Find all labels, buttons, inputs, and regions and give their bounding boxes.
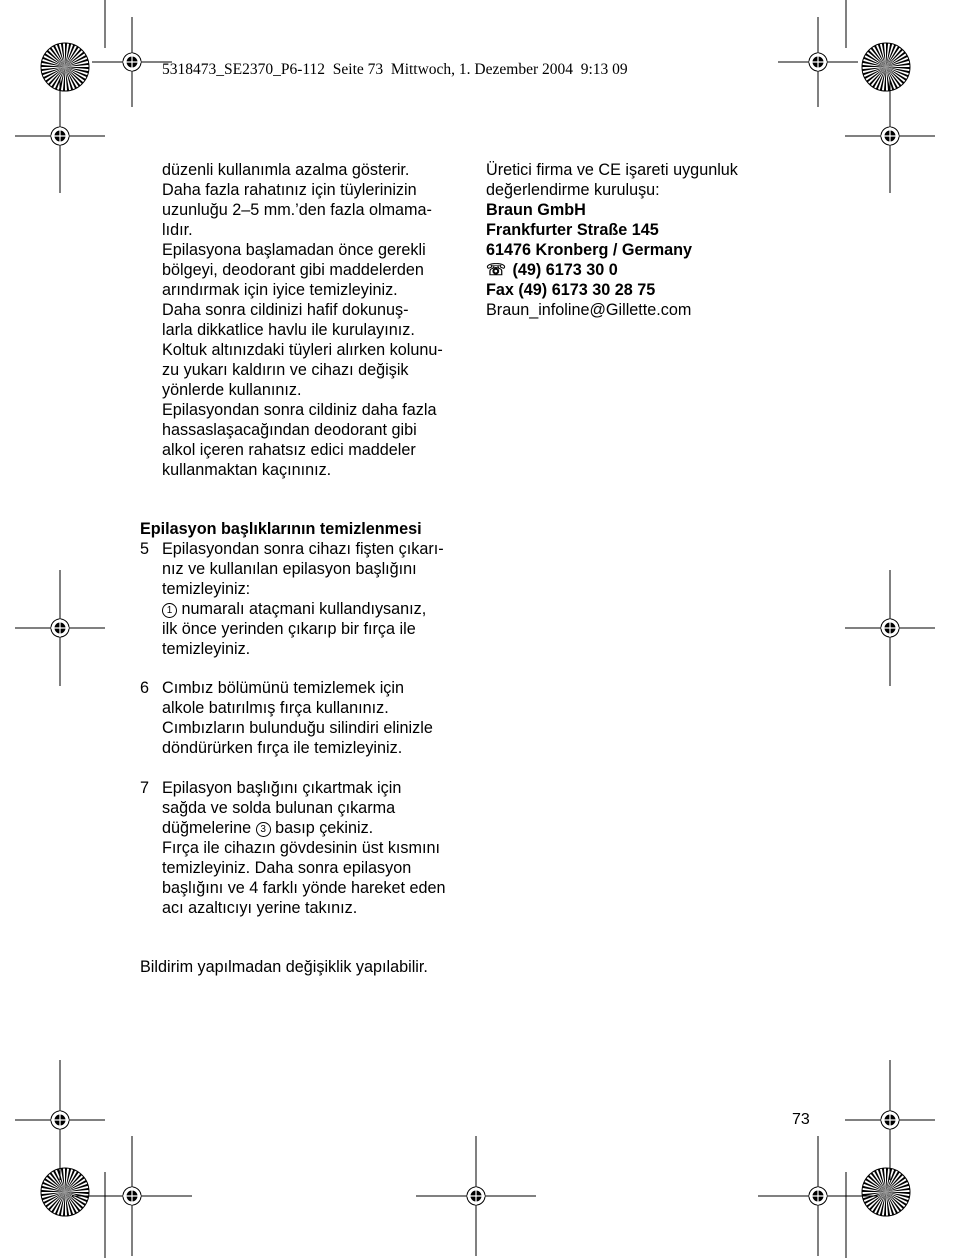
fax-number: (49) 6173 30 28 75 xyxy=(518,281,656,299)
crosshair-mark xyxy=(72,1136,192,1256)
starburst-mark xyxy=(41,1168,89,1216)
crosshair-mark xyxy=(758,1136,878,1256)
company-city: 61476 Kronberg / Germany xyxy=(486,241,693,259)
circled-number-1: 1 xyxy=(162,603,177,618)
step-line: sağda ve solda bulunan çıkarma xyxy=(162,799,396,817)
intro-line: uzunluğu 2–5 mm.’den fazla olmama- xyxy=(162,201,432,219)
manufacturer-line: Üretici firma ve CE işareti uygunluk xyxy=(486,161,738,179)
manufacturer-line: değerlendirme kuruluşu: xyxy=(486,181,660,199)
step-line: alkole batırılmış fırça kullanınız. xyxy=(162,699,389,717)
intro-line: bölgeyi, deodorant gibi maddelerden xyxy=(162,261,424,279)
step-line: Cımbız bölümünü temizlemek için xyxy=(162,679,404,697)
page-number: 73 xyxy=(792,1111,810,1128)
intro-line: lıdır. xyxy=(162,221,193,239)
intro-line: düzenli kullanımla azalma gösterir. xyxy=(162,161,410,179)
step-line xyxy=(162,818,373,838)
step-line: Epilasyon başlığını çıkartmak için xyxy=(162,779,402,797)
phone-line xyxy=(486,260,618,281)
intro-line: alkol içeren rahatsız edici maddeler xyxy=(162,441,416,459)
intro-line: Epilasyondan sonra cildiniz daha fazla xyxy=(162,401,437,419)
step-number: 5 xyxy=(140,540,150,558)
print-header: 5318473_SE2370_P6-112 Seite 73 Mittwoch, 1. Dezember 2004 9:13 09 xyxy=(162,61,628,78)
email-address: Braun_infoline@Gillette.com xyxy=(486,301,692,319)
crosshair-mark xyxy=(845,1060,935,1180)
step-line-text: basıp çekiniz. xyxy=(275,819,374,837)
crosshair-mark xyxy=(416,1136,536,1256)
step-line: temizleyiniz. xyxy=(162,640,251,658)
intro-line: Daha sonra cildinizi hafif dokunuş- xyxy=(162,301,409,319)
crosshair-mark xyxy=(15,570,105,686)
step-line-text: düğmelerine xyxy=(162,819,252,837)
step-line-text: numaralı ataçmani kullandıysanız, xyxy=(181,600,427,618)
intro-line: Epilasyona başlamadan önce gerekli xyxy=(162,241,426,259)
crosshair-mark xyxy=(15,1060,105,1180)
step-line: temizleyiniz: xyxy=(162,580,251,598)
starburst-mark xyxy=(41,43,89,91)
step-line: Cımbızların bulunduğu silindiri elinizle xyxy=(162,719,433,737)
step-line: başlığını ve 4 farklı yönde hareket eden xyxy=(162,879,446,897)
intro-line: zu yukarı kaldırın ve cihazı değişik xyxy=(162,361,409,379)
step-line xyxy=(162,599,426,619)
intro-line: Daha fazla rahatınız için tüylerinizin xyxy=(162,181,417,199)
section-heading: Epilasyon başlıklarının temizlenmesi xyxy=(140,520,422,538)
intro-line: hassaslaşacağından deodorant gibi xyxy=(162,421,417,439)
change-notice: Bildirim yapılmadan değişiklik yapılabilir. xyxy=(140,958,428,976)
intro-line: arındırmak için iyice temizleyiniz. xyxy=(162,281,398,299)
crosshair-mark xyxy=(845,570,935,686)
step-line: acı azaltıcıyı yerine takınız. xyxy=(162,899,358,917)
step-line: Epilasyondan sonra cihazı fişten çıkarı- xyxy=(162,540,444,558)
intro-line: Koltuk altınızdaki tüyleri alırken kolunu- xyxy=(162,341,443,359)
fax-line xyxy=(486,280,655,300)
step-number: 7 xyxy=(140,779,150,797)
step-line: Fırça ile cihazın gövdesinin üst kısmını xyxy=(162,839,441,857)
step-line: nız ve kullanılan epilasyon başlığını xyxy=(162,560,417,578)
fax-label: Fax xyxy=(486,281,514,299)
phone-icon: ☏ xyxy=(486,262,507,279)
step-line: döndürürken fırça ile temizleyiniz. xyxy=(162,739,403,757)
step-line: ilk önce yerinden çıkarıp bir fırça ile xyxy=(162,620,416,638)
crosshair-mark xyxy=(92,17,172,107)
circled-number-3: 3 xyxy=(256,822,271,837)
intro-line: larla dikkatlice havlu ile kurulayınız. xyxy=(162,321,415,339)
intro-line: kullanmaktan kaçınınız. xyxy=(162,461,332,479)
company-name: Braun GmbH xyxy=(486,201,586,219)
starburst-mark xyxy=(862,43,910,91)
company-street: Frankfurter Straße 145 xyxy=(486,221,659,239)
step-number: 6 xyxy=(140,679,150,697)
crosshair-mark xyxy=(845,79,935,193)
phone-number: (49) 6173 30 0 xyxy=(512,261,618,279)
step-line: temizleyiniz. Daha sonra epilasyon xyxy=(162,859,412,877)
starburst-mark xyxy=(862,1168,910,1216)
intro-line: yönlerde kullanınız. xyxy=(162,381,302,399)
crosshair-mark xyxy=(15,79,105,193)
